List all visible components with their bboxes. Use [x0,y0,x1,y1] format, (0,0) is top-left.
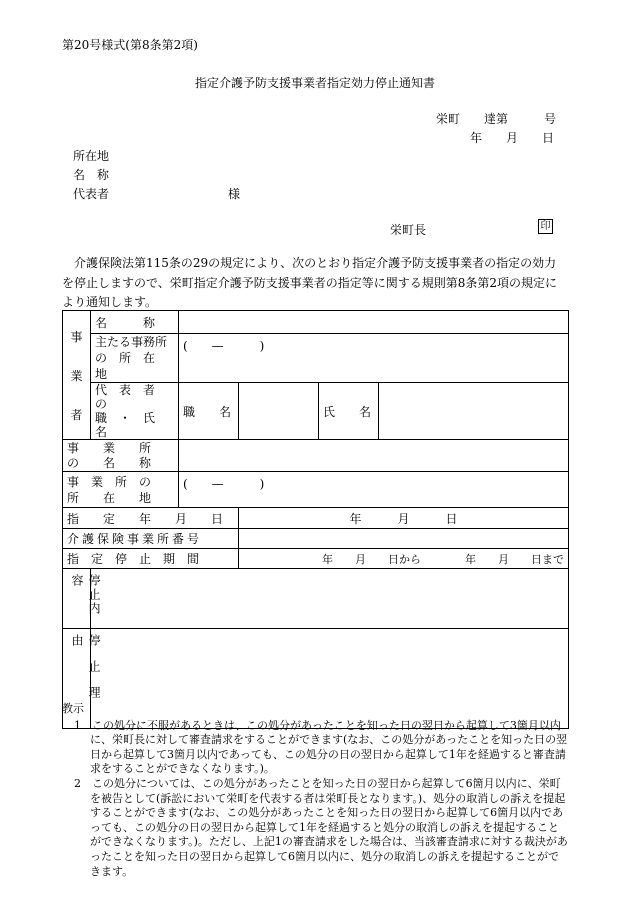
side-char-2: 業 [70,368,83,383]
side-char-1: 事 [70,329,83,344]
seal-mark: 印 [538,219,553,234]
main-office-label-line1: 主たる事務所 [95,335,168,349]
designation-date-field[interactable]: 年 月 日 [239,508,569,529]
main-office-label-line2: の 所 在 地 [95,351,168,381]
office-number-label: 介護保険事業所番号 [63,529,239,549]
suspension-period-label: 指 定 停 止 期 間 [63,549,239,569]
notice-table [62,310,569,729]
suspension-content-label-text: 停止内容 [70,573,101,616]
facility-name-label-line1: 事 業 所 [67,440,152,455]
facility-phone-format: ( — ) [183,477,265,491]
main-office-address-field[interactable] [179,334,569,383]
business-operator-side-label [63,311,91,440]
operator-name-field[interactable] [179,311,569,334]
notice-heading: 教示 [62,702,84,715]
suspension-reason-label-text: 停止理由 [70,633,101,712]
designation-date-label: 指 定 年 月 日 [63,508,239,529]
honorific: 様 [228,187,241,201]
appeal-notice [62,702,568,879]
facility-location-field[interactable] [179,472,569,508]
suspension-content-field[interactable] [91,569,569,629]
notice-item-1: 1 この処分に不服があるときは、この処分があったことを知った日の翌日から起算して3箇月以内に、栄町長に対して審査請求をすることができます(なお、この処分があったことを知った日の翌日から起算して3箇月以内であっても、この処分の日の翌日から起算して1年を経過すると審査請求をすることができなくなります。)。 [74,718,568,776]
facility-location-label-line2: 所 在 地 [67,490,152,505]
addressee-name-label: 名 称 [73,168,110,182]
position-field[interactable] [239,383,319,440]
notice-item-2: 2 この処分については、この処分があったことを知った日の翌日から起算して6箇月以内に、栄町を被告として(訴訟において栄町を代表する者は栄町長となります。)、処分の取消しの訴えを提起することができます(なお、この処分があったことを知った日の翌日から起算して6箇月以内であっても、この処分の日の翌日から起算して1年を経過すると処分の取消しの訴えを提起することができなくなります。)。ただし、上記1の審査請求をした場合は、当該審査請求に対する裁決があったことを知った日の翌日から起算して6箇月以内に、処分の取消しの訴えを提起することができます。 [74,776,568,878]
intro-text [62,254,568,313]
intro-paragraph: 介護保険法第115条の29の規定により、次のとおり指定介護予防支援事業者の指定の効力を停止しますので、栄町指定介護予防支援事業者の指定等に関する規則第8条第2項の規定により通知します。 [62,256,558,309]
facility-name-label-line2: の 名 称 [67,455,152,470]
representative-label-line2: 職 ・ 氏 名 [95,411,168,439]
suspension-period-field[interactable]: 年 月 日から 年 月 日まで [239,549,569,569]
representative-label-line1: 代 表 者 の [95,383,168,411]
suspension-content-label [63,569,101,629]
facility-name-label [63,440,179,472]
person-name-field[interactable] [379,383,569,440]
position-label: 職 名 [179,383,239,440]
addressee-representative-label: 代表者 [73,187,110,201]
form-number: 第20号様式(第8条第2項) [62,38,198,52]
addressee-location-label: 所在地 [73,149,110,163]
main-office-label [91,334,179,383]
document-title: 指定介護予防支援事業者指定効力停止通知書 [194,76,435,90]
person-name-label: 氏 名 [319,383,379,440]
office-number-field[interactable] [239,529,569,549]
side-char-3: 者 [70,407,83,422]
document-number: 栄町 達第 号 [436,112,557,126]
facility-location-label [63,472,179,508]
phone-format: ( — ) [183,339,265,353]
issuer-title: 栄町長 [390,223,427,237]
facility-location-label-line1: 事 業 所 の [67,474,152,489]
facility-name-field[interactable] [179,440,569,472]
operator-name-label: 名 称 [91,311,179,334]
document-date: 年 月 日 [470,131,555,145]
representative-label [91,383,179,440]
